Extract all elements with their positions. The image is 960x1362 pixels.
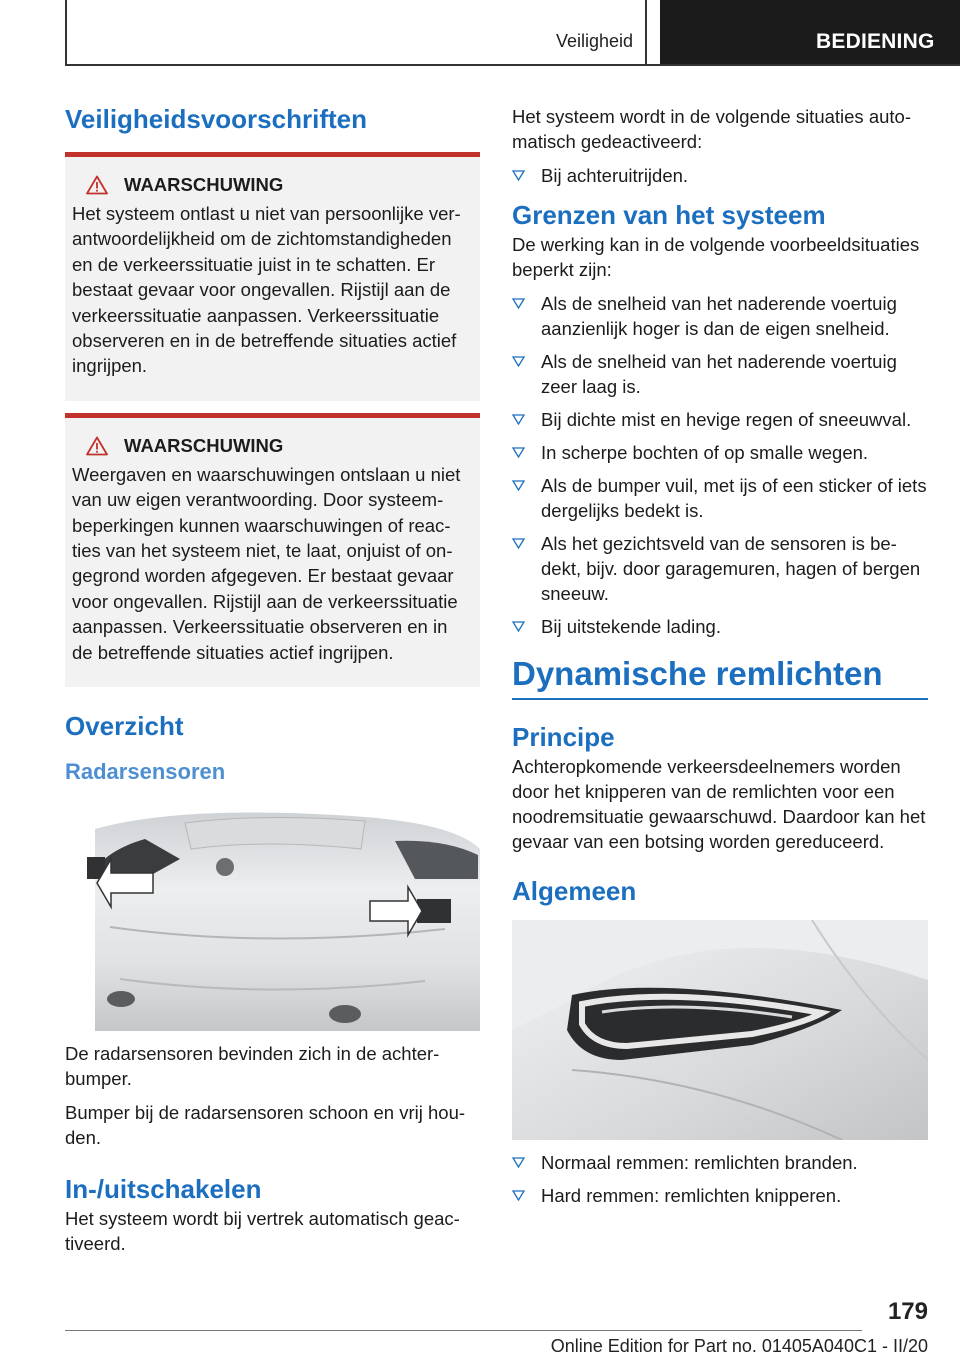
list-item-text: Als de snelheid van het naderende voertuig zeer laag is. [541, 351, 897, 397]
bullet-triangle-icon [512, 1190, 525, 1201]
bullet-triangle-icon [512, 170, 525, 181]
list-item-text: Als de snelheid van het naderende voertuig aanzienlijk hoger is dan de eigen snelheid. [541, 293, 897, 339]
list-item [512, 407, 928, 432]
deactivation-list [512, 163, 928, 188]
general-list [512, 1150, 928, 1208]
list-item [512, 614, 928, 639]
list-item [512, 440, 928, 465]
warning-heading [72, 173, 470, 197]
bullet-triangle-icon [512, 356, 525, 367]
list-item-text: Als de bumper vuil, met ijs of een sticker of iets dergelijks bedekt is. [541, 475, 927, 521]
warning-text: Het systeem ontlast u niet van persoonlijke verantwoordelijkheid om de zichtomstandigheden en de verkeerssituatie juist in te schatten. Er bestaat gevaar voor ongevallen. Rijstijl aan de verkeerssituatie aanpassen. Verkeerssituatie observeren en in de betreffende situaties actief ingrijpen. [72, 203, 461, 377]
list-item [512, 473, 928, 523]
bullet-triangle-icon [512, 621, 525, 632]
bullet-triangle-icon [512, 447, 525, 458]
header-section-label: Veiligheid [67, 0, 647, 64]
car-rear-radar-image [65, 809, 480, 1031]
car-rear-illustration [65, 809, 480, 1031]
limits-list [512, 291, 928, 639]
list-item-text: Hard remmen: remlichten knipperen. [541, 1185, 842, 1206]
bullet-triangle-icon [512, 298, 525, 309]
title-dynamic-brake-lights: Dynamische remlichten [512, 653, 928, 700]
header-chapter-tab: BEDIENING [660, 0, 960, 66]
warning-label: WAARSCHUWING [124, 434, 284, 456]
bullet-triangle-icon [512, 414, 525, 425]
list-item [512, 1183, 928, 1208]
brake-light-image [512, 920, 928, 1140]
list-item-text: Normaal remmen: remlichten branden. [541, 1152, 858, 1173]
list-item-text: Bij dichte mist en hevige regen of sneeuwval. [541, 409, 912, 430]
footer-rule [65, 1330, 862, 1331]
list-item-text: Bij uitstekende lading. [541, 616, 721, 637]
warning-triangle-icon [86, 436, 108, 456]
warning-label: WAARSCHUWING [124, 174, 284, 195]
tail-light-illustration [512, 920, 928, 1140]
heading-principle: Principe [512, 722, 615, 752]
title-safety-instructions: Veiligheidsvoorschriften [65, 104, 367, 134]
warning-triangle-icon [86, 175, 108, 195]
bullet-triangle-icon [512, 480, 525, 491]
list-item-text: Als het gezichtsveld van de sensoren is bedekt, bijv. door garagemuren, hagen of bergen sneeuw. [541, 533, 921, 604]
principle-paragraph: Achteropkomende verkeersdeelnemers worden door het knipperen van de remlichten voor een noodremsituatie gewaarschuwd. Daardoor kan het gevaar van een botsing worden gereduceerd. [512, 756, 926, 852]
list-item [512, 291, 928, 341]
heading-system-limits: Grenzen van het systeem [512, 200, 826, 230]
list-item [512, 163, 928, 188]
heading-radar-sensors: Radarsensoren [65, 759, 226, 785]
heading-overview: Overzicht [65, 711, 184, 742]
warning-box-2 [65, 413, 480, 687]
warning-box-1 [65, 152, 480, 401]
bullet-triangle-icon [512, 1157, 525, 1168]
heading-switch-on-off: In-/uitschakelen [65, 1174, 262, 1205]
list-item-text: Bij achteruitrijden. [541, 165, 689, 186]
bullet-triangle-icon [512, 538, 525, 549]
right-column [512, 104, 928, 1216]
list-item [512, 531, 928, 606]
radar-paragraph-2: Bumper bij de radarsensoren schoon en vrij houden. [65, 1102, 466, 1149]
limits-paragraph: De werking kan in de volgende voorbeeldsituaties beperkt zijn: [512, 234, 920, 280]
radar-paragraph-1: De radarsensoren bevinden zich in de achterbumper. [65, 1043, 440, 1090]
list-item [512, 349, 928, 399]
deactivation-paragraph: Het systeem wordt in de volgende situaties automatisch gedeactiveerd: [512, 106, 911, 152]
warning-text: Weergaven en waarschuwingen ontslaan u niet van uw eigen verantwoording. Door systeembeperkingen kunnen waarschuwingen of reacties van het systeem niet, te laat, onjuist of ongegrond worden afgegeven. Er bestaat gevaar voor ongevallen. Rijstijl aan de verkeerssituatie aanpassen. Verkeerssituatie observeren en in de betreffende situaties actief ingrijpen. [72, 463, 461, 663]
list-item-text: In scherpe bochten of op smalle wegen. [541, 442, 869, 463]
heading-general: Algemeen [512, 876, 637, 906]
left-column [65, 96, 480, 1265]
page-number: 179 [887, 1298, 928, 1325]
header-rule [65, 64, 960, 66]
switch-paragraph: Het systeem wordt bij vertrek automatisch geactiveerd. [65, 1208, 460, 1255]
warning-heading [72, 434, 470, 458]
footer-edition: Online Edition for Part no. 01405A040C1 - II/20 [550, 1336, 928, 1356]
list-item [512, 1150, 928, 1175]
